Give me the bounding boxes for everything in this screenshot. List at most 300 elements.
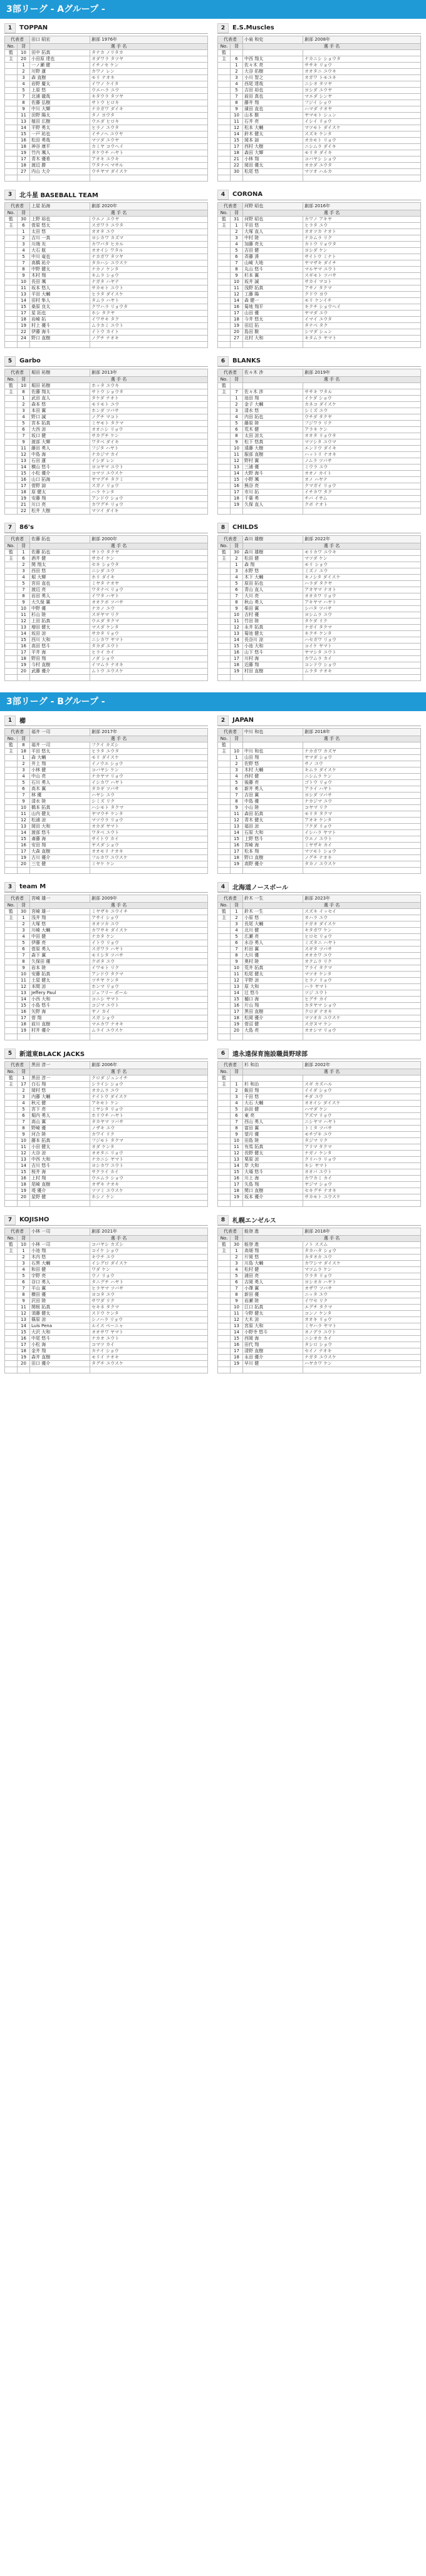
player-row xyxy=(5,1015,208,1022)
player-row xyxy=(5,175,208,182)
player-number: 20 xyxy=(18,56,30,63)
player-number: 19 xyxy=(231,1361,243,1367)
player-name-kana: ミズタニ ハヤト xyxy=(303,940,421,947)
representative-name: 鈴木 一生 xyxy=(243,895,303,903)
player-row xyxy=(218,1082,421,1088)
player-row xyxy=(5,650,208,656)
player-role xyxy=(5,508,18,515)
player-number: 10 xyxy=(231,965,243,972)
player-row xyxy=(218,175,421,182)
player-role: 主 xyxy=(5,1082,18,1088)
player-name-kana: ミヤザキ ユウイチ xyxy=(90,909,208,915)
team-name: team M xyxy=(19,883,46,890)
player-number: 8 xyxy=(231,1292,243,1298)
player-name: 桜井 海 xyxy=(30,1169,90,1176)
player-name-kana: スガヌマ ケン xyxy=(303,1022,421,1028)
player-number: 10 xyxy=(231,1138,243,1144)
player-name-kana: モリモト ユウ xyxy=(90,402,208,408)
position-header: 背 xyxy=(18,44,30,50)
player-number: 4 xyxy=(18,934,30,940)
player-name: 浅野 拓真 xyxy=(243,285,303,292)
player-role xyxy=(5,414,18,421)
player-number: 8 xyxy=(231,953,243,959)
player-row xyxy=(5,304,208,310)
player-role xyxy=(218,81,231,88)
player-row xyxy=(5,1182,208,1188)
player-role xyxy=(218,805,231,811)
player-name: 長野 健太 xyxy=(243,1151,303,1157)
player-name-kana: カワムラ カイ xyxy=(303,656,421,662)
player-number: 5 xyxy=(231,1273,243,1280)
player-role xyxy=(5,298,18,304)
player-name-kana: ノムラ ツバサ xyxy=(303,458,421,464)
player-role xyxy=(218,1163,231,1169)
founded-year: 創部 2021年 xyxy=(90,1228,208,1236)
player-number: 1 xyxy=(231,63,243,69)
player-number: 16 xyxy=(18,477,30,483)
player-row xyxy=(5,1330,208,1336)
player-row xyxy=(218,824,421,830)
player-name-kana: キムラ ショウ xyxy=(90,273,208,279)
player-number: 14 xyxy=(231,1163,243,1169)
player-number xyxy=(231,675,243,681)
player-number: 19 xyxy=(18,150,30,157)
player-role: 監 xyxy=(218,1242,231,1248)
player-role xyxy=(218,625,231,631)
player-name-kana: ワタベ ダイキ xyxy=(90,439,208,446)
player-name: 増田 健太 xyxy=(30,625,90,631)
player-name: 荒井 拓真 xyxy=(243,965,303,972)
player-row xyxy=(5,868,208,874)
team-number: 2 xyxy=(217,716,229,726)
player-role xyxy=(218,421,231,427)
player-name-kana: キクチ ケンタ xyxy=(303,631,421,637)
representative-name: 佐藤 拓也 xyxy=(30,536,90,543)
player-name xyxy=(243,675,303,681)
player-name: 飯田 翔 xyxy=(243,1088,303,1094)
player-name-kana: ミヤモト タクマ xyxy=(90,421,208,427)
player-row xyxy=(5,855,208,861)
player-row xyxy=(218,298,421,304)
representative-name: 森川 雄樹 xyxy=(243,536,303,543)
player-name-kana: ミヤザキ カイ xyxy=(303,843,421,849)
player-role xyxy=(5,767,18,774)
player-row xyxy=(5,119,208,125)
player-name: 武藤 優介 xyxy=(30,669,90,675)
player-role xyxy=(5,934,18,940)
player-number: 2 xyxy=(18,69,30,75)
player-name-kana: アズマ リョウ xyxy=(303,1113,421,1119)
player-name-kana: サノ ユウ xyxy=(303,761,421,767)
player-role xyxy=(5,650,18,656)
player-number: 1 xyxy=(18,229,30,235)
player-name-header: 選 手 名 xyxy=(30,903,208,909)
player-number: 15 xyxy=(18,471,30,477)
player-number: 10 xyxy=(18,1138,30,1144)
player-number: 17 xyxy=(18,1342,30,1348)
player-name-kana: マツオカ ユウスケ xyxy=(303,1015,421,1022)
player-name-kana: タカダ ユウト xyxy=(90,644,208,650)
player-number: 5 xyxy=(18,780,30,786)
player-role xyxy=(218,464,231,471)
player-row xyxy=(218,612,421,618)
player-name: 工藤 陽 xyxy=(243,292,303,298)
player-row xyxy=(5,1242,208,1248)
player-name-kana: イノウエ ショウ xyxy=(90,761,208,767)
roster-table xyxy=(217,728,421,874)
player-name-kana: ホシ タクヤ xyxy=(90,310,208,317)
player-row xyxy=(5,849,208,855)
player-name-kana xyxy=(303,675,421,681)
player-role xyxy=(218,113,231,119)
player-row xyxy=(5,843,208,849)
column-header-row xyxy=(5,44,208,50)
player-name: 河野 昭也 xyxy=(243,217,303,223)
player-row xyxy=(218,292,421,298)
player-number: 8 xyxy=(231,100,243,106)
player-name-kana: ヤマダ ショウ xyxy=(303,755,421,761)
player-name-kana: サカモト ユウスケ xyxy=(303,1194,421,1201)
player-role xyxy=(218,69,231,75)
player-row xyxy=(218,1188,421,1194)
player-role: 監 xyxy=(5,742,18,749)
player-role xyxy=(5,1292,18,1298)
player-name: 山田 翔 xyxy=(243,755,303,761)
team-header xyxy=(217,715,421,726)
player-number: 2 xyxy=(231,1255,243,1261)
player-name: 野口 直樹 xyxy=(30,336,90,342)
player-number: 6 xyxy=(231,427,243,433)
player-row xyxy=(5,1088,208,1094)
player-number: 4 xyxy=(18,1267,30,1273)
player-name: Jeffery Paul xyxy=(30,990,90,997)
player-row xyxy=(218,50,421,56)
representative-row xyxy=(218,729,421,736)
player-name: 渡部 悠斗 xyxy=(30,830,90,836)
player-name: 小田 健太 xyxy=(30,1144,90,1151)
player-name-kana: マツムラ ケン xyxy=(303,1267,421,1273)
representative-row xyxy=(5,895,208,903)
player-name: 岸 大和 xyxy=(243,1163,303,1169)
player-name-kana: ナカニシ ヤマト xyxy=(90,1157,208,1163)
player-role xyxy=(218,818,231,824)
player-row xyxy=(5,1169,208,1176)
player-name-kana: サトウ ヒロキ xyxy=(90,100,208,106)
player-role xyxy=(5,606,18,612)
player-name: 宇野 亮 xyxy=(30,1273,90,1280)
player-name-kana: ワタベ ユウト xyxy=(90,830,208,836)
player-name: 沢田 陸 xyxy=(30,1298,90,1305)
player-name: 岩瀬 陸 xyxy=(243,1298,303,1305)
position-header: 背 xyxy=(18,903,30,909)
player-row xyxy=(5,144,208,150)
team-roster xyxy=(217,1048,421,1207)
player-name: 斎藤 海 xyxy=(30,836,90,843)
player-name-kana: セキグチ ナオキ xyxy=(303,1188,421,1194)
player-row xyxy=(5,1119,208,1126)
roster-table xyxy=(4,202,208,348)
player-name: 野口 直樹 xyxy=(243,855,303,861)
player-row xyxy=(218,446,421,452)
player-role xyxy=(5,824,18,830)
player-role xyxy=(218,997,231,1003)
player-name-kana: カナイ ショウ xyxy=(90,1348,208,1355)
player-name-kana: イマイ ユウタ xyxy=(303,317,421,323)
player-role: 主 xyxy=(5,223,18,229)
player-row xyxy=(218,550,421,556)
player-name-kana: アンドウ ショウ xyxy=(90,496,208,502)
team-name: CORONA xyxy=(232,191,263,198)
player-number: 10 xyxy=(18,805,30,811)
player-number: 6 xyxy=(231,786,243,793)
player-role xyxy=(5,248,18,254)
team-name: BLANKS xyxy=(232,357,261,364)
player-number: 3 xyxy=(231,408,243,414)
player-name: 早川 健 xyxy=(243,1361,303,1367)
player-name-kana: クボタ ユウ xyxy=(90,959,208,965)
player-name-kana: セイノ ナオキ xyxy=(303,1348,421,1355)
player-number: 4 xyxy=(18,1101,30,1107)
player-role xyxy=(218,260,231,267)
player-name-kana: クドウ ヨウ xyxy=(303,292,421,298)
representative-row xyxy=(218,1062,421,1069)
roster-table xyxy=(4,728,208,874)
player-name-kana: ヤマシタ ユウト xyxy=(303,650,421,656)
player-name: 秋元 健 xyxy=(30,1101,90,1107)
player-number: 2 xyxy=(18,1255,30,1261)
player-name-header: 選 手 名 xyxy=(30,44,208,50)
team-roster xyxy=(217,715,421,874)
player-number: 15 xyxy=(231,644,243,650)
player-role xyxy=(218,600,231,606)
player-row xyxy=(218,1094,421,1101)
player-name-kana xyxy=(90,1201,208,1207)
player-number: 9 xyxy=(18,600,30,606)
player-name: 西田 悠 xyxy=(30,568,90,575)
player-role xyxy=(5,229,18,235)
player-name-kana: シミズ ユウ xyxy=(303,408,421,414)
player-number: 27 xyxy=(231,336,243,342)
player-role xyxy=(218,446,231,452)
player-role xyxy=(5,1323,18,1330)
player-role xyxy=(5,169,18,175)
team-number: 4 xyxy=(217,190,229,200)
team-roster xyxy=(4,1048,208,1207)
player-number: 7 xyxy=(18,260,30,267)
player-role xyxy=(218,1317,231,1323)
player-number: 19 xyxy=(18,1355,30,1361)
player-role xyxy=(218,458,231,464)
player-role xyxy=(5,1138,18,1144)
no-header: No. xyxy=(5,543,18,550)
column-header-row xyxy=(218,1236,421,1242)
player-role xyxy=(218,452,231,458)
player-name: 松岡 優介 xyxy=(243,1015,303,1022)
player-name-kana: オダ ケンタ xyxy=(90,1144,208,1151)
representative-label: 代表者 xyxy=(218,1062,243,1069)
player-role xyxy=(5,452,18,458)
player-name: 金井 翔 xyxy=(30,1348,90,1355)
player-name-kana: ヤノ カイ xyxy=(90,1009,208,1015)
player-name: 矢島 翔 xyxy=(243,1182,303,1188)
player-role xyxy=(218,471,231,477)
player-name: 高田 悠斗 xyxy=(30,644,90,650)
player-role xyxy=(5,1028,18,1034)
player-number xyxy=(18,1201,30,1207)
player-name-kana: オオタニ ユウキ xyxy=(303,69,421,75)
player-row xyxy=(218,631,421,637)
player-role xyxy=(5,81,18,88)
player-role xyxy=(5,1361,18,1367)
player-row xyxy=(218,125,421,131)
player-name: 平野 涼 xyxy=(243,978,303,984)
player-name: 北浦 龍哉 xyxy=(30,94,90,100)
player-row xyxy=(218,439,421,446)
representative-label: 代表者 xyxy=(5,1062,30,1069)
player-name: 中村 陸 xyxy=(243,235,303,242)
player-name-kana: コヤマ リク xyxy=(303,805,421,811)
player-number: 5 xyxy=(18,421,30,427)
player-name: 松尾 悠 xyxy=(243,169,303,175)
player-role xyxy=(218,304,231,310)
player-role xyxy=(218,1088,231,1094)
player-name-kana: オハラ ユウ xyxy=(303,915,421,921)
player-number: 4 xyxy=(18,248,30,254)
player-name-header: 選 手 名 xyxy=(243,44,421,50)
player-name-kana: ニシダ ユウ xyxy=(90,568,208,575)
player-name-kana: カトウ リョウタ xyxy=(303,242,421,248)
player-role xyxy=(5,1336,18,1342)
player-row xyxy=(218,496,421,502)
player-name: 西尾 達哉 xyxy=(243,81,303,88)
player-role xyxy=(5,1342,18,1348)
player-number: 4 xyxy=(231,1101,243,1107)
player-row xyxy=(218,94,421,100)
player-name-kana: オクムラ リク xyxy=(303,959,421,965)
player-number: 18 xyxy=(18,656,30,662)
player-number: 4 xyxy=(231,928,243,934)
player-row xyxy=(218,477,421,483)
player-number: 19 xyxy=(18,855,30,861)
player-row xyxy=(218,229,421,235)
player-role: 主 xyxy=(218,1082,231,1088)
player-name: 武田 直人 xyxy=(30,396,90,402)
player-role xyxy=(5,1157,18,1163)
representative-label: 代表者 xyxy=(5,369,30,377)
player-role xyxy=(5,1298,18,1305)
player-name-kana: モリ ナオキ xyxy=(90,75,208,81)
player-number: 15 xyxy=(231,138,243,144)
player-role xyxy=(5,990,18,997)
player-name-kana: ハマダ ナオヤ xyxy=(303,106,421,113)
player-number: 18 xyxy=(18,317,30,323)
player-name-kana: ノグチ ナオキ xyxy=(303,855,421,861)
player-name: 森本 悠 xyxy=(30,402,90,408)
player-number: 11 xyxy=(231,119,243,125)
player-row xyxy=(218,1280,421,1286)
player-number: 13 xyxy=(231,1157,243,1163)
founded-year: 創部 2022年 xyxy=(303,536,421,543)
column-header-row xyxy=(218,44,421,50)
player-number xyxy=(231,383,243,389)
player-role xyxy=(218,1348,231,1355)
player-role xyxy=(218,1107,231,1113)
player-name: 石川 勇人 xyxy=(30,780,90,786)
representative-name: 佐々木 渉 xyxy=(243,369,303,377)
player-number: 18 xyxy=(231,1188,243,1194)
player-role: 監 xyxy=(5,1242,18,1248)
player-name-kana: オオカワ ユウ xyxy=(303,953,421,959)
player-number: 1 xyxy=(231,562,243,568)
player-name-kana: ヨシダ ユウヤ xyxy=(303,88,421,94)
player-name-kana: カワイ リク xyxy=(90,1132,208,1138)
player-number: 7 xyxy=(18,793,30,799)
player-role xyxy=(218,342,231,348)
player-role xyxy=(218,329,231,336)
player-name-kana xyxy=(303,342,421,348)
player-row xyxy=(5,414,208,421)
player-name: 山本 駿 xyxy=(243,113,303,119)
player-number: 7 xyxy=(231,260,243,267)
player-name-kana: イワノ ケイタ xyxy=(90,81,208,88)
player-role: 監 xyxy=(5,909,18,915)
player-number: 10 xyxy=(18,972,30,978)
player-row xyxy=(218,508,421,515)
player-row xyxy=(5,1157,208,1163)
player-number: 1 xyxy=(18,396,30,402)
player-name-kana: マツイ ダイキ xyxy=(90,508,208,515)
player-name-kana xyxy=(90,1367,208,1373)
player-name: 服部 直樹 xyxy=(243,452,303,458)
player-name: 大木 涼 xyxy=(243,1317,303,1323)
player-role xyxy=(218,119,231,125)
player-name: 宮崎 海 xyxy=(243,843,303,849)
player-name: 菅原 勇人 xyxy=(30,947,90,953)
player-name-kana xyxy=(303,1075,421,1082)
player-row xyxy=(218,329,421,336)
player-number: 6 xyxy=(231,1113,243,1119)
player-row xyxy=(5,631,208,637)
player-number: 14 xyxy=(18,631,30,637)
no-header: No. xyxy=(218,44,231,50)
player-row xyxy=(218,909,421,915)
player-name: 後藤 亮 xyxy=(243,780,303,786)
player-number: 3 xyxy=(231,1094,243,1101)
player-name-kana: タナカ ノリタカ xyxy=(90,50,208,56)
player-name: 小島 悠斗 xyxy=(30,1003,90,1009)
player-row xyxy=(5,836,208,843)
player-number: 17 xyxy=(231,310,243,317)
player-name-kana: オオカワ リョウ xyxy=(303,593,421,600)
player-row xyxy=(5,383,208,389)
player-name-kana: ノザキ ユウ xyxy=(90,1126,208,1132)
player-number xyxy=(231,1075,243,1082)
player-name-kana: チバ イサム xyxy=(303,496,421,502)
player-role: 主 xyxy=(5,56,18,63)
founded-year: 創部 2013年 xyxy=(90,369,208,377)
player-number: 17 xyxy=(18,157,30,163)
column-header-row xyxy=(218,736,421,742)
player-row xyxy=(5,421,208,427)
player-name: 太田 涼太 xyxy=(243,433,303,439)
player-name-kana: モリ ダイスケ xyxy=(90,755,208,761)
player-number: 16 xyxy=(18,1176,30,1182)
player-name: 和田 健 xyxy=(30,1267,90,1273)
player-role xyxy=(5,855,18,861)
player-row xyxy=(5,965,208,972)
player-name: 杉山 陸 xyxy=(30,612,90,618)
player-number: 8 xyxy=(18,100,30,106)
